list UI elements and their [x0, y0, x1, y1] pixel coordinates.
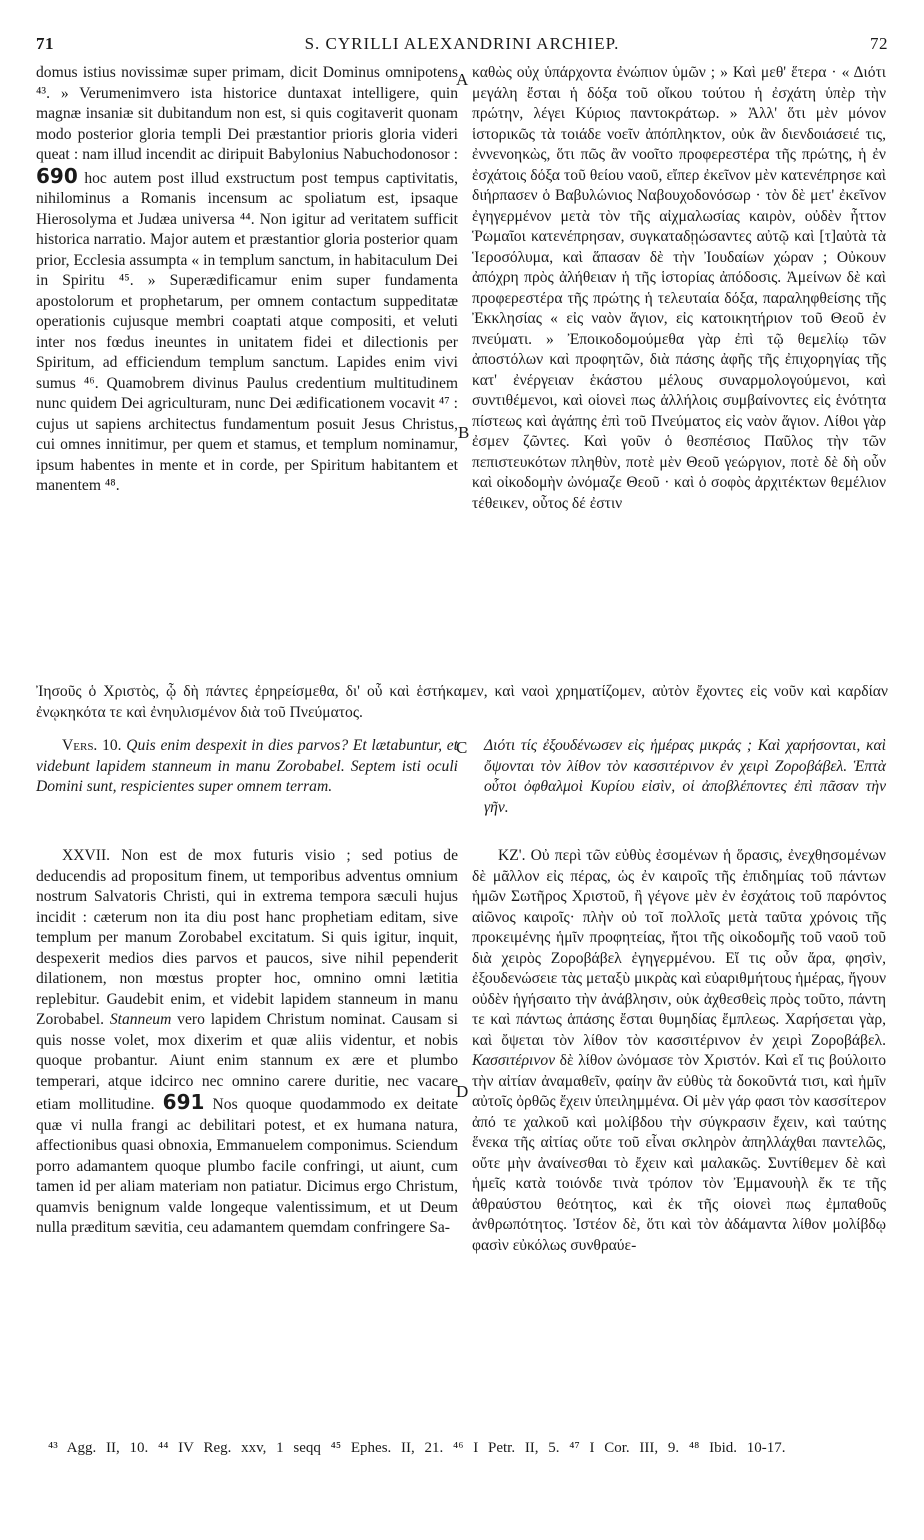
greek-emphasis: Κασσιτέρινον: [472, 1052, 556, 1069]
margin-letter-a: A: [456, 70, 469, 89]
greek-text: δὲ λίθον ὠνόμασε τὸν Χριστόν. Καὶ εἴ τις βούλοιτο τὴν αἰτίαν ἀναμαθεῖν, φαίην ἂν εὐθὺς τὰ δοκοῦντά τισι, καὶ ἡμῖν αὐτοῖς ὀρθῶς ἔχειν ὑπειλημμένα. Οἱ μὲν γάρ φασι τὸν κασσίτερον ἀπό τε χαλκοῦ καὶ μολίβδου τὴν σύγκρασιν ἔχειν, καὶ ταύτης ἕνεκα τῆς αἰτίας οὔτε τοῦ εἶναι σκληρὸν ἀπηλλάχθαι παντελῶς, οὔτε μὴν ἀναίνεσθαι τὸ ἔχειν καὶ μαλακῶς. Συντίθεμεν δὲ καὶ ἡμεῖς κατὰ τοιόνδε τινὰ τρόπον τὸν Ἐμμανουὴλ ἔκ τε τῆς ἀθραύστου θεότητος, καὶ ἐκ τῆς οἱονεὶ πως ἐμπαθοῦς ἀνθρωπότητος. Ἰστέον δὲ, ὅτι καὶ τὸν ἀδάμαντα λίθον μολίβδῳ φασὶν εὐκόλως συνθραύε-: [472, 1052, 886, 1254]
page-number-right: 72: [870, 34, 888, 53]
latin-column-section-2: [36, 846, 458, 1239]
greek-column-section-1: [472, 63, 886, 514]
margin-letter-b: B: [458, 423, 470, 442]
margin-letter-c: C: [456, 738, 468, 757]
greek-verse: [484, 736, 886, 818]
verse-label: Vers.: [62, 737, 98, 754]
margin-letter-d: D: [456, 1082, 469, 1101]
verse-number: 10.: [102, 737, 122, 754]
page-number-left: 71: [36, 34, 54, 53]
greek-text: ΚΖ'. Οὐ περὶ τῶν εὐθὺς ἐσομένων ἡ ὅρασις, ἐνεχθησομένων δὲ μᾶλλον εἰς πέρας, ὡς ἐν καιροῖς τῆς ἐπιδημίας τοῦ πάντων ἡμῶν Σωτῆρος Χριστοῦ, ἢ γέγονε μὲν ἐν ἐσχάτοις τοῦ παρόντος αἰῶνος καιροῖς· πλὴν οὐ τοῖ πολλοῖς μετὰ ταῦτα χρόνοις τῆς προκειμένης ἡμῖν προφητείας, ἤτοι τῆς οἰκοδομῆς τοῦ ναοῦ τοῦ διὰ χειρὸς Ζοροβάβελ ἐγηγερμένου. Εἴ τις οὖν ἄρα, φησὶν, ἐξουδενώσειε τὰς μεταξὺ μικρὰς καὶ εὐαριθμήτους ἡμέρας, ἤγουν οὐδὲν ἡγήσαιτο τὴν ἀνάβλησιν, οὐκ ἀχθεσθεὶς πρὸς τοῦτο, πάντη τε καὶ πάντως ἁπάσης ἔσται θυμηδίας ἔμπλεως. Χαρήσεται γὰρ, καὶ ὄψεται τὸν λίθον τὸν κασσιτέρινον ἐν χειρὶ Ζοροβάβελ.: [472, 847, 886, 1049]
latin-column-section-1: [36, 63, 458, 497]
greek-text: καθὼς οὐχ ὑπάρχοντα ἐνώπιον ὑμῶν ; » Καὶ μεθ' ἕτερα · « Διότι μεγάλη ἔσται ἡ δόξα τοῦ οἴκου τούτου ἡ ἐσχάτη ὑπὲρ τὴν πρώτην, λέγει Κύριος παντοκράτωρ. » Ἀλλ' ὅτι μὲν μόνον ἱστορικῶς τὰ τοιάδε νοεῖν ἀπόπληκτον, οὐκ ἂν διενδοιάσειέ τις, ἐννενοηκὼς, ὅτι πῶς ἂν νοοῖτο προφερεστέρα τῆς πρώτης, ἡ ἐν ἐσχάτοις δόξα τοῦ θείου ναοῦ, εἴπερ ἐκεῖνον μὲν κατενέπρησε καὶ διήρπασεν ὁ Βαβυλώνιος Ναβουχοδονόσωρ · τὸν δὲ μετ' ἐκεῖνον ἐγηγερμένον μετὰ τὸν τῆς αἰχμαλωσίας καιρὸν, οὐδὲν ἧττον Ῥωμαῖοι κατενέπρησαν, συγκαταδῃώσαντες αὐτῷ καὶ [τ]αὐτὰ τὰ Ἱεροσόλυμα, καὶ ἅπασαν δὲ τὴν Ἰουδαίων χώραν ; Οὐκουν ἀπόχρη πρὸς ἀλήθειαν ἡ τῆς ἱστορίας ἀπόδοσις. Ἀμείνων δὲ καὶ προφερεστέρα τῆς πρώτης ἡ τελευταία δόξα, παραληφθείσης τῆς Ἐκκλησίας « εἰς ναὸν ἅγιον, εἰς κατοικητήριον τοῦ Θεοῦ ἐν πνεύματι. » Ἐποικοδομούμεθα γὰρ ἐπὶ τῷ θεμελίῳ τῶν ἀποστόλων καὶ προφητῶν, διὰ πάσης ἀφῆς τῆς ἐπιχορηγίας τῆς κατ' ἐνέργειαν ἑκάστου μέλους συναρμολογούμενοι, καὶ συντιθέμενοι, καὶ οἱονεὶ πως ἀλλήλοις συμβαίνοντες εἰς ἑνότητα πίστεως καὶ ἀγάπης ἐπὶ τοῦ Πνεύματος εἰς ναὸν ἅγιον. Λίθοι γὰρ ἐσμεν ζῶντες. Καὶ γοῦν ὁ θεσπέσιος Παῦλος τὴν τῶν πεπιστευκότων πληθὺν, ποτὲ μὲν Θεοῦ γεώργιον, ποτὲ δὲ δὴ οὖν καὶ οἰκοδομὴν ὠνόμαζε Θεοῦ · καὶ ὁ σοφὸς ἀρχιτέκτων θεμέλιον τέθεικεν, οὗτος δέ ἐστιν: [472, 64, 886, 512]
page-header: [36, 34, 888, 62]
latin-verse: [36, 736, 458, 798]
running-title: S. CYRILLI ALEXANDRINI ARCHIEP.: [304, 34, 620, 53]
column-number: 691: [162, 1090, 205, 1114]
latin-text: vero lapidem Christum nominat. Causam si quis nosse volet, mox dixerim et quæ aliis videntur, et nobis quoque probantur. Aiunt enim stannum ex ære et plumbo temperari, atque idcirco nec omnino carere duritie, nec vacare etiam mollitudine.: [36, 1011, 458, 1113]
latin-text: domus istius novissimæ super primam, dicit Dominus omnipotens ⁴³. » Verumenimvero ista historice duntaxat intelligere, quin magnæ insaniæ sit dubitandum non est, si quis cogitaverit quonam modo posterior gloria templi Dei præstantior prioris gloria videri queat : nam illud incendit ac diripuit Babylonius Nabuchodonosor :: [36, 64, 458, 163]
latin-text: Nos quoque quodammodo ex deitate quæ vi nulla frangi ac debilitari potest, et ex humana natura, affectionibus quasi obnoxia, Emmanuelem componimus. Sciendum porro adamantem quoque plumbo facile confringi, ut aiunt, cum tamen id per aliam materiam non patiatur. Dicimus ergo Christum, quamvis benignum valde longeque valentissimum, et ut Deum nulla præditum sævitia, ceu adamantem quemdam confringere Sa-: [36, 1096, 458, 1236]
latin-emphasis: Stanneum: [109, 1011, 172, 1028]
latin-text: hoc autem post illud exstructum post tempus captivitatis, nihilominus a Romanis incensum ac spoliatum est, ipsaque Hierosolyma et Judæa universa ⁴⁴. Non igitur ad veritatem sufficit historica narratio. Major autem et præstantior gloria posterior quam prior, Ecclesia assumpta « in templum sanctum, in habitaculum Dei in Spiritu ⁴⁵. » Superædificamur enim super fundamenta apostolorum et prophetarum, per omnem contactum suppeditatæ operationis cujusque membri coaptati atque compositi, et veluti inter nos fœdus ineuntes in unitatem fidei et dilectionis per Spiritum, ad efficiendum templum sanctum. Lapides enim vivi sumus ⁴⁶. Quamobrem divinus Paulus credentium multitudinem nunc quidem Dei agriculturam, nunc Dei ædificationem vocavit ⁴⁷ : cujus ut sapiens architectus fundamentum posuit Jesus Christus, cui omnes innitimur, per quem et stamus, et templum nominamur, ipsum habentes in mente et in corde, per Spiritum habitantem et manentem ⁴⁸.: [36, 169, 459, 494]
verse-greek-text: Διότι τίς ἐξουδένωσεν εἰς ἡμέρας μικράς ; Καὶ χαρήσονται, καὶ ὄψονται τὸν λίθον τὸν κασσιτέρινον ἐν χειρὶ Ζοροβάβελ. Ἑπτὰ οὗτοι ὀφθαλμοὶ Κυρίου εἰσὶν, οἱ ἀποβλέποντες ἐπὶ πᾶσαν τὴν γῆν.: [484, 737, 886, 816]
verse-latin-text: Quis enim despexit in dies parvos? Et lætabuntur, et videbunt lapidem stanneum in manu Zorobabel. Septem isti oculi Domini sunt, respicientes super omnem terram.: [36, 737, 459, 795]
footnotes: ⁴³ Agg. II, 10. ⁴⁴ IV Reg. xxv, 1 seqq ⁴⁵ Ephes. II, 21. ⁴⁶ I Petr. II, 5. ⁴⁷ I Cor. III, 9. ⁴⁸ Ibid. 10-17.: [48, 1440, 786, 1456]
latin-text: XXVII. Non est de mox futuris visio ; sed potius de deducendis ad propositum finem, ut temporibus adventus omnium nostrum Salvatoris Christi, qui in extrema tempora sæculi hujus incidit : cæterum non ita diu post hanc prophetiam editam, sive templum per manum Zorobabel excitatum. Si quis igitur, inquit, despexerit medios dies parvos et paucos, sive nihil pependerit dilationem, non mœstus propter hoc, omnino omni lætitia replebitur. Gaudebit enim, et videbit lapidem stanneum in manu Zorobabel.: [36, 847, 458, 1028]
greek-full-width-line: Ἰησοῦς ὁ Χριστὸς, ᾧ δὴ πάντες ἐρηρείσμεθα, δι' οὗ καὶ ἑστήκαμεν, καὶ ναοὶ χρηματίζομεν, αὐτὸν ἔχοντες εἰς νοῦν καὶ καρδίαν ἐνῳκηκότα τε καὶ ἐνηυλισμένον διὰ τοῦ Πνεύματος.: [36, 683, 888, 721]
greek-column-section-2: [472, 846, 886, 1256]
column-number: 690: [36, 163, 78, 188]
